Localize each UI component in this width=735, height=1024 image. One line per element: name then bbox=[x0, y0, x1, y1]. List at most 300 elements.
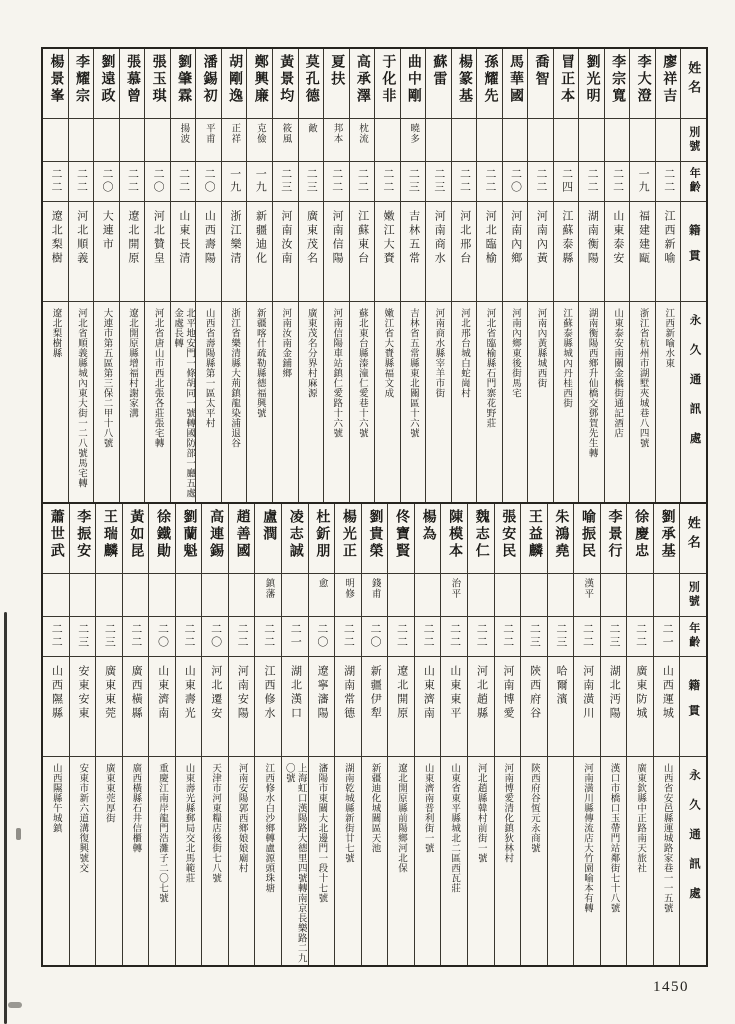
person-column bbox=[467, 504, 494, 965]
person-age bbox=[495, 617, 521, 657]
person-native-place bbox=[229, 657, 255, 757]
person-alias bbox=[630, 119, 655, 162]
person-name bbox=[229, 504, 255, 574]
person-name-text: 黃如昆 bbox=[128, 509, 144, 560]
person-native-place bbox=[247, 202, 272, 302]
person-address-text: 河南博愛清化鎮狄林村 bbox=[502, 763, 513, 863]
person-age-text: 二二 bbox=[662, 168, 675, 194]
person-column bbox=[629, 49, 655, 502]
person-name-text: 曲中剛 bbox=[405, 54, 421, 105]
person-name bbox=[388, 504, 414, 574]
person-age bbox=[375, 162, 400, 202]
person-alias bbox=[441, 574, 467, 617]
person-age bbox=[247, 162, 272, 202]
person-address-text: 江蘇泰縣城內丹桂西街 bbox=[561, 308, 572, 408]
person-address-text: 廣東茂名分界村麻源 bbox=[305, 308, 316, 398]
person-address bbox=[441, 757, 467, 965]
person-address-text: 重慶江南岸龍門浩灘子二〇七號 bbox=[156, 763, 167, 903]
person-age bbox=[521, 617, 547, 657]
person-alias bbox=[375, 119, 400, 162]
person-native-place-text: 江蘇東台 bbox=[356, 210, 369, 266]
person-alias bbox=[605, 119, 630, 162]
person-address bbox=[495, 757, 521, 965]
person-native-place bbox=[375, 202, 400, 302]
person-address-text: 陝西府谷恆元永商號 bbox=[528, 763, 539, 853]
person-name bbox=[554, 49, 579, 119]
person-name bbox=[630, 49, 655, 119]
person-alias bbox=[282, 574, 308, 617]
person-native-place bbox=[222, 202, 247, 302]
person-age bbox=[196, 162, 221, 202]
person-native-place bbox=[468, 657, 494, 757]
person-column bbox=[400, 49, 426, 502]
person-name-text: 孫耀先 bbox=[482, 54, 498, 105]
person-age-text: 二三 bbox=[432, 168, 445, 194]
person-native-place-text: 遼寧瀋陽 bbox=[316, 665, 329, 721]
row-label-column bbox=[679, 504, 706, 965]
person-native-place bbox=[196, 202, 221, 302]
person-address-text: 河南商水縣宰羊市街 bbox=[433, 308, 444, 398]
person-age-text: 二二 bbox=[236, 623, 249, 649]
person-alias bbox=[548, 574, 574, 617]
person-native-place bbox=[656, 202, 681, 302]
person-address bbox=[324, 302, 349, 502]
person-column bbox=[476, 49, 502, 502]
person-address bbox=[299, 302, 324, 502]
row-label-column bbox=[680, 49, 706, 502]
person-age bbox=[120, 162, 145, 202]
person-alias bbox=[273, 119, 298, 162]
person-address-text: 上海虹口漢陽路大德里四號轉南京長樂路二九〇號 bbox=[283, 763, 306, 963]
person-address-text: 安東市新六道溝復興號交 bbox=[77, 763, 88, 873]
person-alias bbox=[362, 574, 388, 617]
registry-table-top bbox=[41, 47, 708, 504]
person-address-text: 湖南衡陽西鄉升仙橋交鄧賀先生轉 bbox=[586, 308, 597, 458]
person-name bbox=[654, 504, 680, 574]
page-number: 1450 bbox=[653, 979, 689, 995]
person-address bbox=[477, 302, 502, 502]
person-column bbox=[195, 49, 221, 502]
person-address bbox=[123, 757, 149, 965]
person-native-place bbox=[477, 202, 502, 302]
row-label-native-place-text: 籍貫 bbox=[687, 224, 700, 275]
row-label-age bbox=[681, 162, 706, 202]
person-age bbox=[94, 162, 119, 202]
person-address bbox=[452, 302, 477, 502]
person-age bbox=[176, 617, 202, 657]
person-address bbox=[415, 757, 441, 965]
person-native-place-text: 河南商水 bbox=[433, 210, 446, 266]
person-native-place bbox=[574, 657, 600, 757]
person-native-place-text: 河南博愛 bbox=[502, 665, 515, 721]
person-alias bbox=[452, 119, 477, 162]
person-address-text: 河北省臨榆縣石門寨花野莊 bbox=[484, 308, 495, 428]
person-age-text: 二三 bbox=[608, 623, 621, 649]
person-alias bbox=[554, 119, 579, 162]
person-alias bbox=[350, 119, 375, 162]
person-native-place-text: 遼北梨樹 bbox=[50, 210, 63, 266]
person-column bbox=[425, 49, 451, 502]
person-age bbox=[69, 162, 94, 202]
person-native-place bbox=[43, 657, 69, 757]
person-name-text: 馬華國 bbox=[508, 54, 524, 105]
person-name bbox=[362, 504, 388, 574]
person-alias bbox=[415, 574, 441, 617]
person-address bbox=[579, 302, 604, 502]
row-label-age-text: 年齡 bbox=[687, 622, 700, 650]
person-address-text: 江西新喻水東 bbox=[663, 308, 674, 368]
person-age-text: 二二 bbox=[535, 168, 548, 194]
person-age bbox=[43, 162, 68, 202]
person-column bbox=[201, 504, 228, 965]
person-address bbox=[149, 757, 175, 965]
scan-mark bbox=[16, 828, 21, 840]
person-age-text: 二二 bbox=[581, 623, 594, 649]
person-name-text: 朱鴻堯 bbox=[553, 509, 569, 560]
person-age bbox=[70, 617, 96, 657]
person-name-text: 劉光明 bbox=[584, 54, 600, 105]
person-address-text: 河南安陽郭西鄉娘娘廟村 bbox=[236, 763, 247, 873]
person-alias-text: 正祥 bbox=[229, 123, 240, 144]
person-alias-text: 敵 bbox=[305, 123, 316, 134]
person-column bbox=[374, 49, 400, 502]
person-name bbox=[528, 49, 553, 119]
person-native-place bbox=[123, 657, 149, 757]
person-address bbox=[282, 757, 308, 965]
person-address-text: 河南潢川縣傳流店大竹園喻本有轉 bbox=[581, 763, 592, 913]
person-column bbox=[119, 49, 145, 502]
person-address bbox=[554, 302, 579, 502]
person-alias-text: 錢甫 bbox=[369, 578, 380, 599]
person-age bbox=[654, 617, 680, 657]
person-alias bbox=[123, 574, 149, 617]
person-alias bbox=[196, 119, 221, 162]
person-native-place bbox=[299, 202, 324, 302]
person-address bbox=[426, 302, 451, 502]
person-age-text: 二二 bbox=[458, 168, 471, 194]
person-address bbox=[574, 757, 600, 965]
person-name-text: 李景行 bbox=[606, 509, 622, 560]
person-alias bbox=[43, 119, 68, 162]
person-address bbox=[335, 757, 361, 965]
person-native-place-text: 陝西府谷 bbox=[528, 665, 541, 721]
person-column bbox=[502, 49, 528, 502]
person-address bbox=[176, 757, 202, 965]
person-name bbox=[176, 504, 202, 574]
person-column bbox=[653, 504, 680, 965]
person-name-text: 鄭興廉 bbox=[252, 54, 268, 105]
person-name bbox=[96, 504, 122, 574]
person-age bbox=[477, 162, 502, 202]
person-alias bbox=[601, 574, 627, 617]
person-address bbox=[255, 757, 281, 965]
person-native-place bbox=[579, 202, 604, 302]
person-address-text: 山東壽光縣郵局交北馬範莊 bbox=[183, 763, 194, 883]
person-age bbox=[601, 617, 627, 657]
person-name-text: 蘇雷 bbox=[431, 54, 447, 88]
person-address-text: 吉林省五常縣東北關區十六號 bbox=[407, 308, 418, 438]
person-address bbox=[468, 757, 494, 965]
person-name-text: 陳模本 bbox=[447, 509, 463, 560]
person-address bbox=[388, 757, 414, 965]
person-native-place bbox=[176, 657, 202, 757]
person-native-place-text: 廣東防城 bbox=[634, 665, 647, 721]
person-address bbox=[94, 302, 119, 502]
person-address-text: 廣東東莞厚街 bbox=[103, 763, 114, 823]
person-column bbox=[272, 49, 298, 502]
person-name bbox=[426, 49, 451, 119]
person-native-place-text: 河南內黃 bbox=[535, 210, 548, 266]
person-age-text: 二二 bbox=[395, 623, 408, 649]
person-column bbox=[93, 49, 119, 502]
person-age bbox=[452, 162, 477, 202]
person-native-place bbox=[401, 202, 426, 302]
person-name-text: 楊光正 bbox=[340, 509, 356, 560]
person-age bbox=[222, 162, 247, 202]
person-alias bbox=[477, 119, 502, 162]
person-column bbox=[440, 504, 467, 965]
person-age bbox=[123, 617, 149, 657]
person-alias-text: 枕流 bbox=[357, 123, 368, 144]
person-native-place bbox=[548, 657, 574, 757]
person-column bbox=[604, 49, 630, 502]
person-name-text: 黃景均 bbox=[278, 54, 294, 105]
person-alias-text: 曉多 bbox=[408, 123, 419, 144]
person-native-place bbox=[452, 202, 477, 302]
person-age-text: 二二 bbox=[126, 168, 139, 194]
person-alias bbox=[528, 119, 553, 162]
person-alias bbox=[627, 574, 653, 617]
row-label-address-text: 永久通訊處 bbox=[687, 769, 700, 917]
person-address bbox=[350, 302, 375, 502]
person-age bbox=[255, 617, 281, 657]
person-alias bbox=[247, 119, 272, 162]
person-age bbox=[149, 617, 175, 657]
person-native-place-text: 江蘇泰縣 bbox=[560, 210, 573, 266]
person-address-text: 新疆喀什疏勒縣德福興號 bbox=[254, 308, 265, 418]
person-name bbox=[43, 504, 69, 574]
person-native-place bbox=[149, 657, 175, 757]
person-alias bbox=[96, 574, 122, 617]
person-column bbox=[69, 504, 96, 965]
person-native-place-text: 江西修水 bbox=[262, 665, 275, 721]
person-age bbox=[309, 617, 335, 657]
person-name-text: 夏扶 bbox=[329, 54, 345, 88]
person-native-place-text: 新疆迪化 bbox=[254, 210, 267, 266]
person-name bbox=[202, 504, 228, 574]
person-name-text: 魏志仁 bbox=[473, 509, 489, 560]
person-name-text: 蕭世武 bbox=[48, 509, 64, 560]
person-column bbox=[494, 504, 521, 965]
person-name bbox=[70, 504, 96, 574]
person-native-place-text: 大連市 bbox=[101, 210, 114, 252]
person-age bbox=[503, 162, 528, 202]
person-address-text: 遼北開原縣增福村謝家溝 bbox=[127, 308, 138, 418]
person-native-place bbox=[521, 657, 547, 757]
person-column bbox=[600, 504, 627, 965]
person-native-place-text: 河南汝南 bbox=[280, 210, 292, 266]
person-column bbox=[43, 504, 69, 965]
person-name-text: 張玉琪 bbox=[150, 54, 166, 105]
person-native-place bbox=[335, 657, 361, 757]
person-age-text: 二一 bbox=[289, 623, 302, 649]
row-label-address bbox=[680, 757, 706, 965]
person-name-text: 盧潤 bbox=[261, 509, 277, 543]
row-label-name bbox=[681, 49, 706, 119]
person-name bbox=[171, 49, 196, 119]
person-name-text: 冒正本 bbox=[559, 54, 575, 105]
row-label-alias-text: 別號 bbox=[687, 581, 700, 609]
person-age bbox=[362, 617, 388, 657]
person-column bbox=[547, 504, 574, 965]
person-age-text: 二二 bbox=[381, 168, 394, 194]
person-age bbox=[627, 617, 653, 657]
person-name bbox=[605, 49, 630, 119]
person-name bbox=[441, 504, 467, 574]
person-address bbox=[656, 302, 681, 502]
person-name bbox=[299, 49, 324, 119]
person-column bbox=[655, 49, 681, 502]
person-name-text: 于化非 bbox=[380, 54, 396, 105]
person-name bbox=[350, 49, 375, 119]
person-alias bbox=[171, 119, 196, 162]
person-native-place-text: 湖北沔陽 bbox=[608, 665, 621, 721]
person-native-place-text: 山東壽光 bbox=[183, 665, 196, 721]
row-label-alias bbox=[680, 574, 706, 617]
person-native-place bbox=[324, 202, 349, 302]
person-name bbox=[282, 504, 308, 574]
person-name bbox=[401, 49, 426, 119]
person-alias bbox=[388, 574, 414, 617]
person-alias bbox=[69, 119, 94, 162]
person-native-place-text: 江西新喻 bbox=[662, 210, 675, 266]
registry-table-bottom bbox=[41, 504, 708, 967]
person-address-text: 山東省東平縣城北二區西瓦莊 bbox=[449, 763, 460, 893]
person-column bbox=[414, 504, 441, 965]
person-native-place-text: 哈爾濱 bbox=[555, 665, 568, 707]
person-age-text: 二〇 bbox=[315, 623, 328, 649]
person-native-place bbox=[202, 657, 228, 757]
person-alias-text: 揚波 bbox=[178, 123, 189, 144]
person-name-text: 楊為 bbox=[420, 509, 436, 543]
person-alias bbox=[309, 574, 335, 617]
row-label-age bbox=[680, 617, 706, 657]
person-name bbox=[468, 504, 494, 574]
person-address bbox=[605, 302, 630, 502]
person-address-text: 山西省安邑縣運城路家巷一一五號 bbox=[661, 763, 672, 913]
person-native-place-text: 河北邢台 bbox=[458, 210, 471, 266]
person-native-place-text: 河北趙縣 bbox=[475, 665, 488, 721]
person-column bbox=[170, 49, 196, 502]
person-address-text: 江西修水白沙鄉轉盧源頭珠塘 bbox=[263, 763, 274, 893]
person-name-text: 喬智 bbox=[533, 54, 549, 88]
person-address-text: 浙江省樂清縣大荊鎮龍染浦退谷 bbox=[229, 308, 240, 448]
person-native-place bbox=[282, 657, 308, 757]
person-name bbox=[656, 49, 681, 119]
person-age-text: 二三 bbox=[407, 168, 420, 194]
person-age bbox=[579, 162, 604, 202]
person-age bbox=[145, 162, 170, 202]
person-name bbox=[247, 49, 272, 119]
person-alias bbox=[521, 574, 547, 617]
person-native-place-text: 嫩江大賚 bbox=[382, 210, 395, 266]
person-address bbox=[630, 302, 655, 502]
person-native-place-text: 廣東東莞 bbox=[103, 665, 116, 721]
person-name bbox=[375, 49, 400, 119]
person-alias-text: 明修 bbox=[343, 578, 354, 599]
person-column bbox=[573, 504, 600, 965]
person-name bbox=[579, 49, 604, 119]
person-age bbox=[401, 162, 426, 202]
person-age bbox=[426, 162, 451, 202]
row-label-age-text: 年齡 bbox=[688, 167, 701, 195]
person-native-place-text: 安東安東 bbox=[77, 665, 90, 721]
person-alias-text: 治平 bbox=[449, 578, 460, 599]
person-native-place-text: 山東東平 bbox=[448, 665, 461, 721]
person-age bbox=[229, 617, 255, 657]
person-age-text: 二〇 bbox=[156, 623, 169, 649]
person-native-place bbox=[415, 657, 441, 757]
row-label-name-text: 姓名 bbox=[686, 61, 702, 99]
person-name-text: 趙善國 bbox=[234, 509, 250, 560]
person-age bbox=[548, 617, 574, 657]
person-name bbox=[94, 49, 119, 119]
person-column bbox=[148, 504, 175, 965]
person-native-place bbox=[388, 657, 414, 757]
person-name-text: 劉承基 bbox=[659, 509, 675, 560]
person-age-text: 二三 bbox=[76, 623, 89, 649]
person-address-text: 廣東欽縣中正路南天旅社 bbox=[635, 763, 646, 873]
person-age bbox=[656, 162, 681, 202]
person-name-text: 廖祥吉 bbox=[661, 54, 677, 105]
person-age bbox=[335, 617, 361, 657]
person-age-text: 二二 bbox=[262, 623, 275, 649]
person-address bbox=[401, 302, 426, 502]
person-alias-text: 愈 bbox=[316, 578, 327, 589]
person-native-place-text: 山西壽陽 bbox=[203, 210, 216, 266]
person-name bbox=[69, 49, 94, 119]
scan-mark bbox=[8, 1002, 22, 1008]
person-alias-text: 克儉 bbox=[254, 123, 265, 144]
person-address-text: 河南內鄉東後街馬宅 bbox=[510, 308, 521, 398]
person-column bbox=[520, 504, 547, 965]
person-age-text: 二二 bbox=[475, 623, 488, 649]
person-native-place bbox=[601, 657, 627, 757]
person-alias bbox=[94, 119, 119, 162]
person-native-place-text: 山東長清 bbox=[177, 210, 190, 266]
person-native-place bbox=[627, 657, 653, 757]
person-native-place bbox=[96, 657, 122, 757]
scan-edge-artifact bbox=[4, 612, 7, 1024]
person-native-place-text: 遼北開原 bbox=[126, 210, 139, 266]
person-alias bbox=[654, 574, 680, 617]
person-address-text: 瀋陽市東關大北邊門一段十七號 bbox=[316, 763, 327, 903]
person-age-text: 二三 bbox=[528, 623, 541, 649]
person-name bbox=[627, 504, 653, 574]
person-column bbox=[43, 49, 68, 502]
person-alias bbox=[579, 119, 604, 162]
person-native-place-text: 河北遷安 bbox=[209, 665, 222, 721]
person-name bbox=[415, 504, 441, 574]
person-age-text: 二二 bbox=[586, 168, 599, 194]
person-native-place-text: 山西運城 bbox=[661, 665, 674, 721]
person-address-text: 遼北梨樹縣 bbox=[50, 308, 61, 358]
person-address bbox=[171, 302, 196, 502]
person-name bbox=[548, 504, 574, 574]
person-native-place-text: 河北贊皇 bbox=[152, 210, 165, 266]
person-alias bbox=[468, 574, 494, 617]
person-name bbox=[477, 49, 502, 119]
